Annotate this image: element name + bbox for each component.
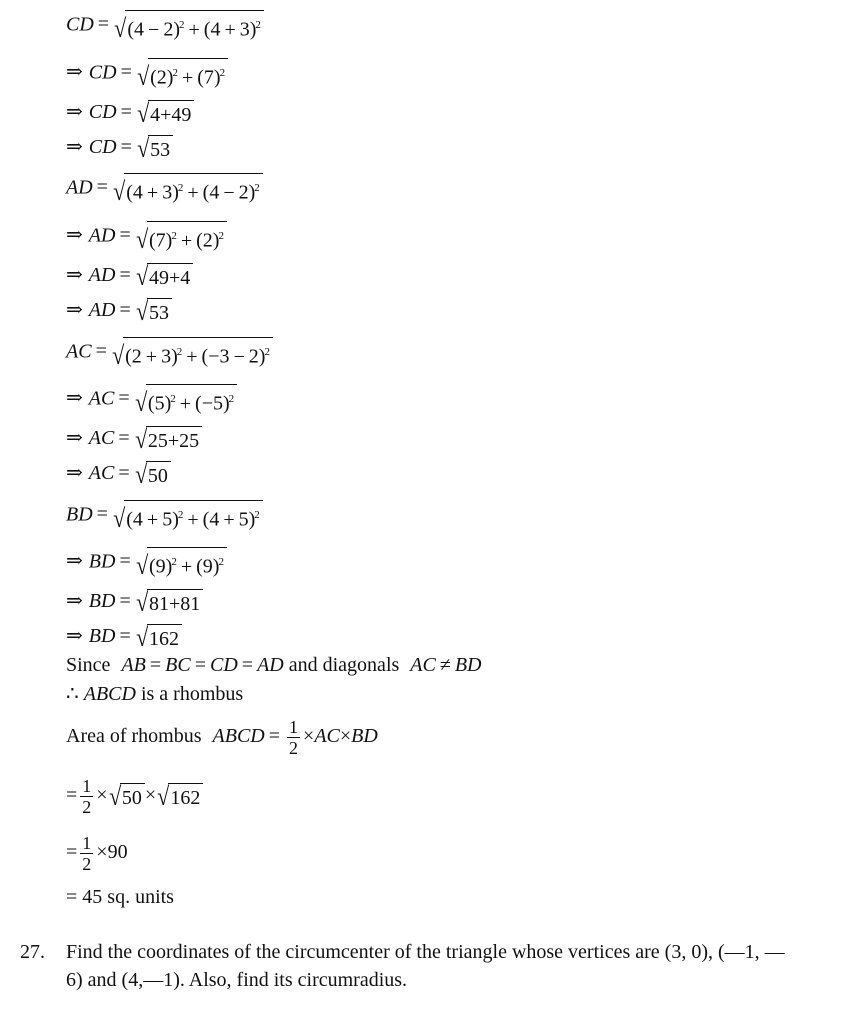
operator: + — [180, 229, 193, 252]
square-root — [135, 547, 227, 579]
square-root — [111, 337, 273, 369]
radical-sign: √ — [157, 781, 170, 811]
since-statement — [66, 652, 482, 678]
term: 4 — [210, 18, 221, 41]
implies-symbol: ⇒ — [66, 61, 83, 84]
times-symbol: × — [96, 841, 108, 863]
ac-step-1 — [66, 337, 273, 369]
term: 2 — [202, 229, 213, 252]
paren: ( — [127, 18, 135, 41]
ac-step-4 — [66, 460, 171, 488]
radicand — [147, 547, 227, 579]
ad-step-3 — [66, 262, 193, 290]
implies-symbol: ⇒ — [66, 299, 83, 321]
exponent: 2 — [171, 230, 177, 242]
lhs: AC — [88, 462, 115, 484]
shape-name: ABCD — [83, 683, 136, 705]
equals: = — [96, 503, 108, 526]
implies-symbol: ⇒ — [66, 224, 83, 247]
operator: + — [180, 555, 193, 578]
square-root — [156, 783, 203, 810]
term: 2 — [163, 18, 174, 41]
square-root — [135, 624, 182, 651]
paren: ( — [126, 181, 133, 204]
operator: − — [148, 18, 160, 41]
paren: ) — [165, 555, 173, 578]
paren: ( — [126, 508, 133, 531]
operator: + — [223, 508, 235, 531]
term: 2 — [248, 345, 259, 368]
question-line-2: 6) and (4,—1). Also, find its circumradius. — [66, 969, 408, 991]
radicand — [146, 384, 237, 416]
area-label: Area of rhombus — [66, 725, 202, 747]
paren: ( — [202, 508, 210, 531]
radical-sign: √ — [135, 261, 148, 291]
lhs: AD — [88, 299, 116, 321]
lhs: AC — [88, 387, 115, 410]
term: 2 — [131, 345, 142, 368]
since-word: Since — [66, 654, 111, 676]
square-root — [136, 58, 228, 90]
bd-step-2 — [66, 547, 227, 579]
lhs: CD — [88, 136, 117, 158]
fraction-half — [80, 833, 93, 874]
paren: ( — [196, 555, 203, 578]
term: 3 — [162, 181, 173, 204]
lhs: AC — [88, 427, 115, 449]
radicand: 162 — [147, 624, 182, 651]
lhs: BD — [66, 503, 93, 526]
numerator: 1 — [82, 775, 92, 796]
radicand: 53 — [147, 298, 172, 325]
radicand: 25+25 — [146, 426, 202, 453]
square-root — [112, 500, 263, 532]
implies-symbol: ⇒ — [66, 427, 83, 449]
equals: = — [118, 427, 130, 449]
term: 4 — [209, 508, 220, 531]
exponent: 2 — [177, 182, 184, 194]
cd-step-4 — [66, 134, 173, 162]
square-root — [134, 461, 171, 488]
equals: = — [119, 264, 131, 286]
radical-sign: √ — [111, 340, 125, 370]
lhs: AD — [88, 264, 116, 286]
ac-step-3 — [66, 425, 202, 453]
lhs: AC — [66, 340, 92, 363]
paren: ( — [197, 66, 204, 89]
term: 7 — [155, 229, 166, 252]
times-symbol: × — [303, 725, 315, 747]
operator: + — [146, 508, 159, 531]
square-root — [136, 100, 195, 127]
term: 3 — [239, 18, 250, 41]
radical-sign: √ — [108, 781, 121, 811]
operator: + — [146, 181, 159, 204]
implies-symbol: ⇒ — [66, 101, 83, 123]
radicand — [148, 58, 228, 90]
paren: ) — [172, 508, 179, 531]
square-root — [134, 426, 203, 453]
shape-name: ABCD — [212, 725, 265, 747]
exponent: 2 — [171, 556, 177, 568]
numerator: 1 — [82, 832, 92, 853]
radicand: 49+4 — [147, 263, 193, 290]
lhs: CD — [88, 61, 117, 84]
equals: = — [268, 725, 281, 747]
equals: = — [95, 340, 107, 363]
operator: − — [223, 181, 235, 204]
radicand — [124, 500, 263, 532]
area-step-2 — [66, 828, 128, 876]
radical-sign: √ — [114, 13, 127, 43]
square-root — [135, 298, 172, 325]
exponent: 2 — [172, 67, 178, 79]
paren: ) — [172, 181, 179, 204]
cd-step-2 — [66, 58, 228, 90]
denominator: 2 — [289, 737, 299, 758]
radical-sign: √ — [135, 550, 148, 580]
ac-step-2 — [66, 384, 237, 416]
segment-cd: CD — [210, 654, 238, 676]
operator: + — [188, 18, 200, 41]
exponent: 2 — [254, 182, 260, 194]
equals: = — [66, 841, 78, 863]
segment-bc: BC — [165, 654, 191, 676]
equals: = — [120, 136, 132, 158]
ad-step-4 — [66, 297, 172, 325]
radical-sign: √ — [136, 98, 150, 128]
equals: = — [96, 176, 108, 199]
radical-sign: √ — [136, 133, 150, 163]
square-root — [136, 135, 173, 162]
paren: ) — [248, 508, 256, 531]
paren: ) — [258, 345, 266, 368]
paren: ) — [173, 18, 180, 41]
square-root — [112, 173, 263, 205]
question-text-line-2 — [66, 966, 407, 994]
term: 5 — [154, 392, 165, 415]
radical-sign: √ — [113, 503, 126, 533]
radical-sign: √ — [134, 424, 147, 454]
cd-step-1 — [66, 10, 264, 42]
term: −5 — [201, 392, 223, 415]
term: 2 — [156, 66, 167, 89]
diagonal-ac: AC — [410, 654, 436, 676]
implies-symbol: ⇒ — [66, 387, 83, 410]
square-root — [135, 221, 227, 253]
implies-symbol: ⇒ — [66, 590, 83, 612]
implies-symbol: ⇒ — [66, 550, 83, 573]
exponent: 2 — [170, 393, 176, 405]
paren: ) — [171, 345, 178, 368]
paren: ) — [166, 66, 174, 89]
square-root — [135, 263, 194, 290]
question-number-text: 27. — [20, 941, 45, 963]
implies-symbol: ⇒ — [66, 462, 83, 484]
term: 4 — [134, 18, 145, 41]
numerator: 1 — [289, 716, 299, 737]
equals: = — [118, 387, 130, 410]
ad-step-2 — [66, 221, 227, 253]
operator: + — [179, 392, 192, 415]
fraction-half — [287, 717, 300, 758]
area-result-text: = 45 sq. units — [66, 886, 174, 908]
square-root — [135, 589, 204, 616]
paren: ) — [213, 66, 221, 89]
equals: = — [66, 784, 78, 806]
equals: = — [97, 13, 110, 36]
not-equal-symbol: ≠ — [439, 654, 451, 676]
equals: = — [119, 625, 131, 647]
exponent: 2 — [218, 230, 224, 242]
term: −3 — [208, 345, 230, 368]
equals: = — [120, 101, 132, 123]
square-root — [134, 384, 238, 416]
lhs: CD — [66, 13, 94, 36]
lhs: AD — [66, 176, 93, 199]
paren: ) — [212, 229, 220, 252]
term: 4 — [209, 181, 220, 204]
radicand — [125, 10, 264, 42]
exponent: 2 — [177, 509, 184, 521]
paren: ) — [164, 392, 172, 415]
equals: = — [241, 654, 254, 676]
cd-step-3 — [66, 99, 194, 127]
paren: ( — [149, 229, 156, 252]
therefore-statement — [66, 681, 243, 707]
lhs: BD — [88, 590, 116, 612]
ad-step-1 — [66, 173, 263, 205]
radicand: 53 — [148, 135, 173, 162]
radical-sign: √ — [134, 387, 147, 417]
radicand — [123, 337, 273, 369]
area-result — [66, 884, 174, 910]
radical-sign: √ — [135, 224, 148, 254]
radical-sign: √ — [135, 296, 148, 326]
exponent: 2 — [219, 67, 226, 79]
operator: + — [181, 66, 194, 89]
paren: ) — [212, 555, 220, 578]
exponent: 2 — [218, 556, 224, 568]
term: 4 — [132, 181, 143, 204]
product-value: 90 — [107, 841, 128, 863]
radicand: 81+81 — [147, 589, 203, 616]
bd-step-1 — [66, 500, 263, 532]
equals: = — [194, 654, 206, 676]
radicand — [147, 221, 227, 253]
exponent: 2 — [228, 393, 235, 405]
paren: ( — [203, 18, 211, 41]
and-diagonals-text: and diagonals — [288, 654, 400, 676]
question-line-1: Find the coordinates of the circumcenter of the triangle whose vertices are (3, 0), (—1, — — [66, 941, 785, 963]
paren: ( — [150, 66, 157, 89]
question-number — [20, 938, 45, 966]
fraction-half — [80, 776, 93, 817]
paren: ) — [222, 392, 230, 415]
segment-ab: AB — [121, 654, 146, 676]
radicand — [124, 173, 263, 205]
term: 9 — [155, 555, 166, 578]
area-step-1 — [66, 771, 203, 819]
rhombus-text: is a rhombus — [140, 683, 244, 705]
denominator: 2 — [82, 796, 92, 817]
radicand: 50 — [120, 783, 145, 810]
operator: + — [224, 18, 236, 41]
square-root — [113, 10, 264, 42]
exponent: 2 — [254, 509, 260, 521]
equals: = — [119, 299, 131, 321]
radicand: 162 — [168, 783, 203, 810]
radical-sign: √ — [135, 622, 148, 652]
diagonal-bd: BD — [351, 725, 378, 747]
bd-step-4 — [66, 623, 182, 651]
operator: − — [233, 345, 245, 368]
radicand: 4+49 — [148, 100, 194, 127]
term: 5 — [162, 508, 173, 531]
equals: = — [118, 462, 130, 484]
lhs: BD — [88, 550, 116, 573]
paren: ) — [248, 181, 256, 204]
equals: = — [119, 224, 131, 247]
paren: ( — [202, 181, 210, 204]
exponent: 2 — [176, 346, 183, 358]
segment-ad: AD — [257, 654, 284, 676]
times-symbol: × — [144, 784, 157, 806]
radical-sign: √ — [135, 587, 148, 617]
times-symbol: × — [96, 784, 108, 806]
implies-symbol: ⇒ — [66, 136, 83, 158]
radicand: 50 — [146, 461, 171, 488]
question-text-line-1 — [66, 938, 785, 966]
paren: ( — [147, 392, 155, 415]
equals: = — [120, 61, 132, 84]
equals: = — [119, 550, 131, 573]
term: 5 — [238, 508, 249, 531]
diagonal-bd: BD — [454, 654, 482, 676]
paren: ( — [149, 555, 156, 578]
exponent: 2 — [255, 19, 261, 31]
equals: = — [149, 654, 162, 676]
term: 2 — [238, 181, 249, 204]
radical-sign: √ — [113, 176, 126, 206]
square-root — [108, 783, 145, 810]
area-formula — [66, 712, 378, 760]
lhs: BD — [88, 625, 116, 647]
diagonal-ac: AC — [314, 725, 340, 747]
term: 9 — [202, 555, 213, 578]
paren: ( — [201, 345, 209, 368]
paren: ( — [196, 229, 203, 252]
operator: + — [145, 345, 158, 368]
exponent: 2 — [264, 346, 270, 358]
term: 3 — [161, 345, 172, 368]
therefore-symbol: ∴ — [66, 683, 79, 705]
exponent: 2 — [178, 19, 185, 31]
operator: + — [186, 345, 198, 368]
lhs: CD — [88, 101, 117, 123]
paren: ) — [165, 229, 173, 252]
implies-symbol: ⇒ — [66, 625, 83, 647]
times-symbol: × — [339, 725, 352, 747]
term: 4 — [132, 508, 143, 531]
operator: + — [187, 181, 199, 204]
radical-sign: √ — [134, 459, 147, 489]
term: 7 — [203, 66, 214, 89]
operator: + — [187, 508, 199, 531]
denominator: 2 — [82, 853, 92, 874]
bd-step-3 — [66, 588, 203, 616]
equals: = — [119, 590, 131, 612]
implies-symbol: ⇒ — [66, 264, 83, 286]
radical-sign: √ — [136, 61, 150, 91]
paren: ) — [249, 18, 257, 41]
paren: ( — [125, 345, 132, 368]
paren: ( — [195, 392, 202, 415]
lhs: AD — [88, 224, 116, 247]
